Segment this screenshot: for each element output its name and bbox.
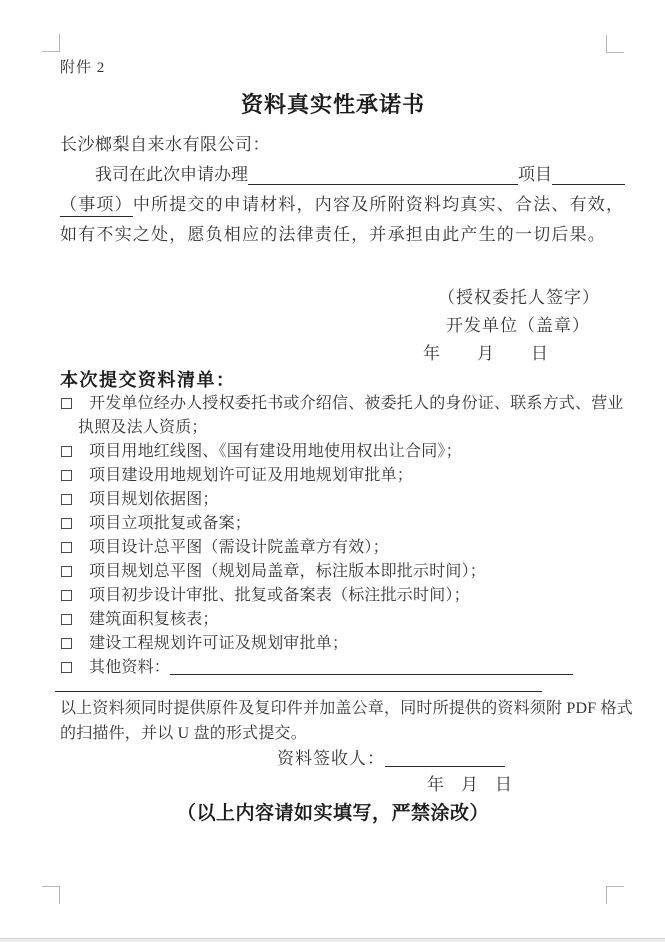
authorized-signer-label: （授权委托人签字） [438,288,600,307]
paragraph-line3: 如有不实之处，愿负相应的法律责任，并承担由此产生的一切后果。 [60,225,606,244]
submission-note [60,696,633,746]
submission-note-line1: 以上资料须同时提供原件及复印件并加盖公章，同时所提供的资料须附 PDF 格式 [60,700,633,717]
checklist-item-text: 其他资料： [89,659,171,676]
checklist-item [60,464,625,488]
project-label: 项目 [518,165,552,184]
signature-block [60,284,625,368]
checkbox-icon[interactable] [61,518,72,529]
submission-note-line2: 的扫描件，并以 U 盘的形式提交。 [60,725,307,742]
checkbox-icon[interactable] [61,470,72,481]
checklist-item [60,488,625,512]
receiver-signature-blank[interactable] [385,751,505,767]
attachment-label: 附件 2 [60,60,106,76]
checkbox-icon[interactable] [61,638,72,649]
checklist-item [60,584,625,608]
checkbox-icon[interactable] [61,494,72,505]
matter-underlined-label: （事项） [60,195,133,217]
checkbox-icon[interactable] [61,590,72,601]
checklist-item [60,608,625,632]
paragraph-line2 [60,190,625,220]
checklist-item [60,560,625,584]
checklist-item-text-continued: 执照及法人资质； [78,419,208,436]
checklist-item-other [60,656,625,680]
document-title: 资料真实性承诺书 [240,92,425,117]
paragraph-line2-text: 中所提交的申请材料，内容及所附资料均真实、合法、有效， [132,195,625,214]
checklist-item [60,536,625,560]
receiver-label: 资料签收人： [277,749,385,768]
checklist-item-text: 项目规划总平图（规划局盖章，标注版本即批示时间）； [89,563,487,580]
project-suffix-blank[interactable] [552,184,625,185]
checklist-item-text: 项目立项批复或备案； [89,515,252,532]
checklist-heading: 本次提交资料清单： [60,370,236,390]
checkbox-icon[interactable] [61,566,72,577]
application-line-text: 我司在此次申请办理 [95,165,248,184]
crop-mark-top-left-icon [42,34,60,52]
checklist-item-text: 开发单位经办人授权委托书或介绍信、被委托人的身份证、联系方式、营业 [89,395,624,412]
other-materials-blank[interactable] [170,659,573,675]
checklist-item [60,440,625,464]
checkbox-icon[interactable] [61,662,72,673]
salutation: 长沙榔梨自来水有限公司： [60,135,270,154]
checklist [60,392,625,680]
footer-date-label: 年 月 日 [427,775,512,794]
checkbox-icon[interactable] [61,446,72,457]
checklist-item-text: 建设工程规划许可证及规划审批单； [89,635,349,652]
other-materials-blank-continuation[interactable] [55,680,542,692]
signature-date-label: 年 月 日 [423,344,549,363]
fill-truthfully-warning: （以上内容请如实填写，严禁涂改） [176,803,489,824]
checklist-item-text: 建筑面积复核表； [89,611,219,628]
crop-mark-bottom-left-icon [42,886,60,904]
checklist-item [60,632,625,656]
page-bottom-edge [0,938,665,942]
crop-mark-top-right-icon [606,35,624,53]
checklist-item [60,392,625,440]
checkbox-icon[interactable] [61,542,72,553]
checklist-item-text: 项目初步设计审批、批复或备案表（标注批示时间）； [89,587,470,604]
application-line [60,160,625,190]
checklist-item-text: 项目用地红线图、《国有建设用地使用权出让合同》； [89,443,462,460]
checklist-item [60,512,625,536]
checklist-item-text: 项目规划依据图； [89,491,219,508]
checkbox-icon[interactable] [61,398,72,409]
receiver-line [60,746,625,772]
application-name-blank[interactable] [248,184,518,185]
crop-mark-bottom-right-icon [606,886,624,904]
developer-seal-label: 开发单位（盖章） [446,316,590,335]
checklist-item-text: 项目建设用地规划许可证及用地规划审批单； [89,467,414,484]
checklist-item-text: 项目设计总平图（需设计院盖章方有效）； [89,539,389,556]
document-content [60,58,633,828]
checkbox-icon[interactable] [61,614,72,625]
